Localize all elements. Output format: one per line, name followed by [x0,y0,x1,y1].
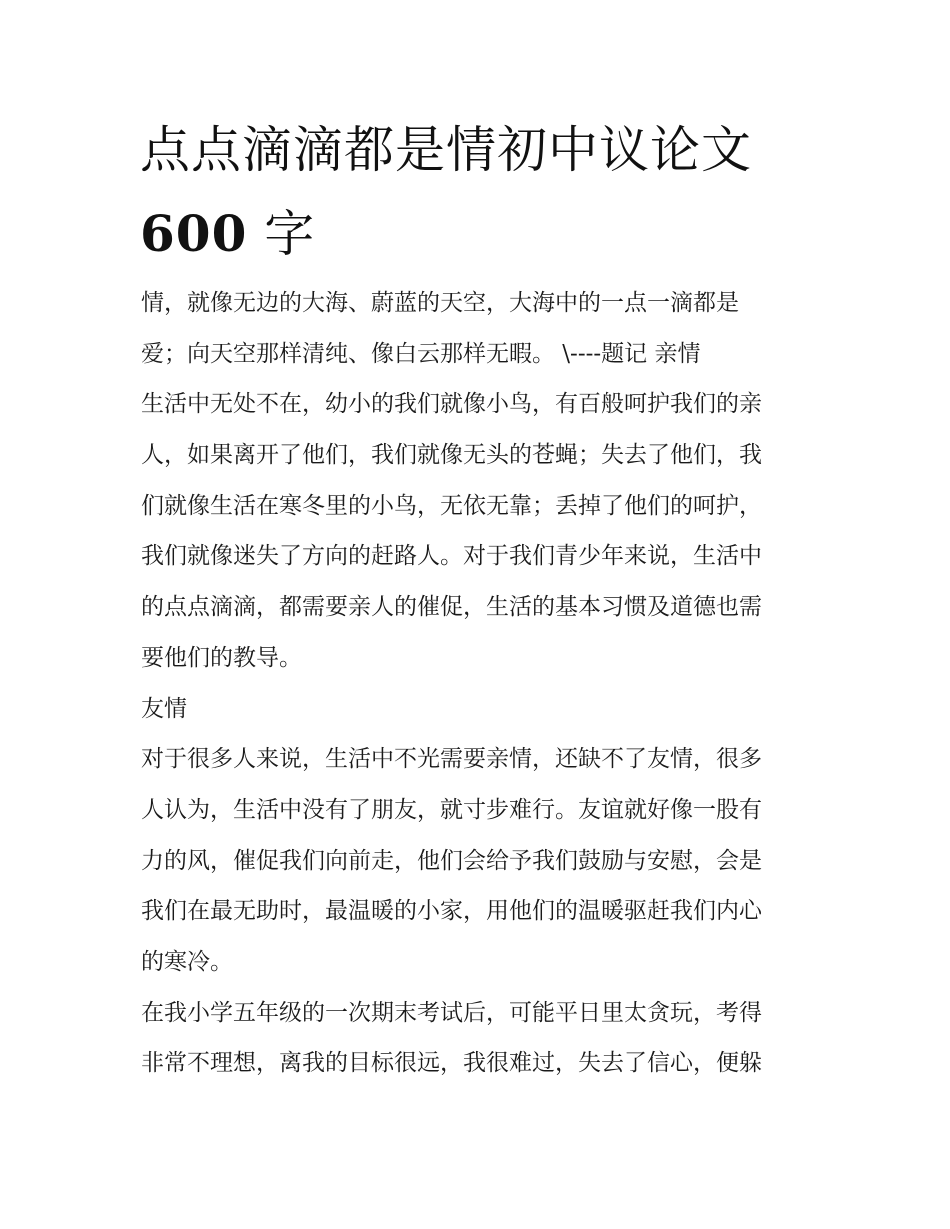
text-line: 爱；向天空那样清纯、像白云那样无暇。 \----题记 亲情 [141,340,701,367]
document-body [141,278,813,1089]
text-line: 生活中无处不在，幼小的我们就像小鸟，有百般呵护我们的亲 [141,391,762,418]
title-number: 600 [140,204,248,263]
text-line: 情，就像无边的大海、蔚蓝的天空，大海中的一点一滴都是 [141,290,739,316]
title-suffix: 字 [247,205,316,263]
section-heading: 友情 [141,695,187,722]
text-line: 力的风，催促我们向前走，他们会给予我们鼓励与安慰，会是 [141,847,762,874]
title-main: 点点滴滴都是情初中议论文 [140,121,752,179]
text-line: 人，如果离开了他们，我们就像无头的苍蝇；失去了他们，我 [141,442,762,469]
text-line: 人认为，生活中没有了朋友，就寸步难行。友谊就好像一股有 [141,796,762,823]
text-line: 要他们的教导。 [141,644,302,671]
text-line: 的寒冷。 [141,948,233,975]
text-line: 的点点滴滴，都需要亲人的催促，生活的基本习惯及道德也需 [141,594,762,621]
text-line: 非常不理想，离我的目标很远，我很难过，失去了信心，便躲 [141,1050,762,1077]
text-line: 我们就像迷失了方向的赶路人。对于我们青少年来说，生活中 [141,543,762,570]
text-line: 们就像生活在寒冬里的小鸟，无依无靠；丢掉了他们的呵护， [141,492,762,519]
page-title [140,108,780,276]
text-line: 在我小学五年级的一次期末考试后，可能平日里太贪玩，考得 [141,999,762,1026]
text-line: 对于很多人来说，生活中不光需要亲情，还缺不了友情，很多 [141,746,762,773]
text-line: 我们在最无助时，最温暖的小家，用他们的温暖驱赶我们内心 [141,898,762,925]
